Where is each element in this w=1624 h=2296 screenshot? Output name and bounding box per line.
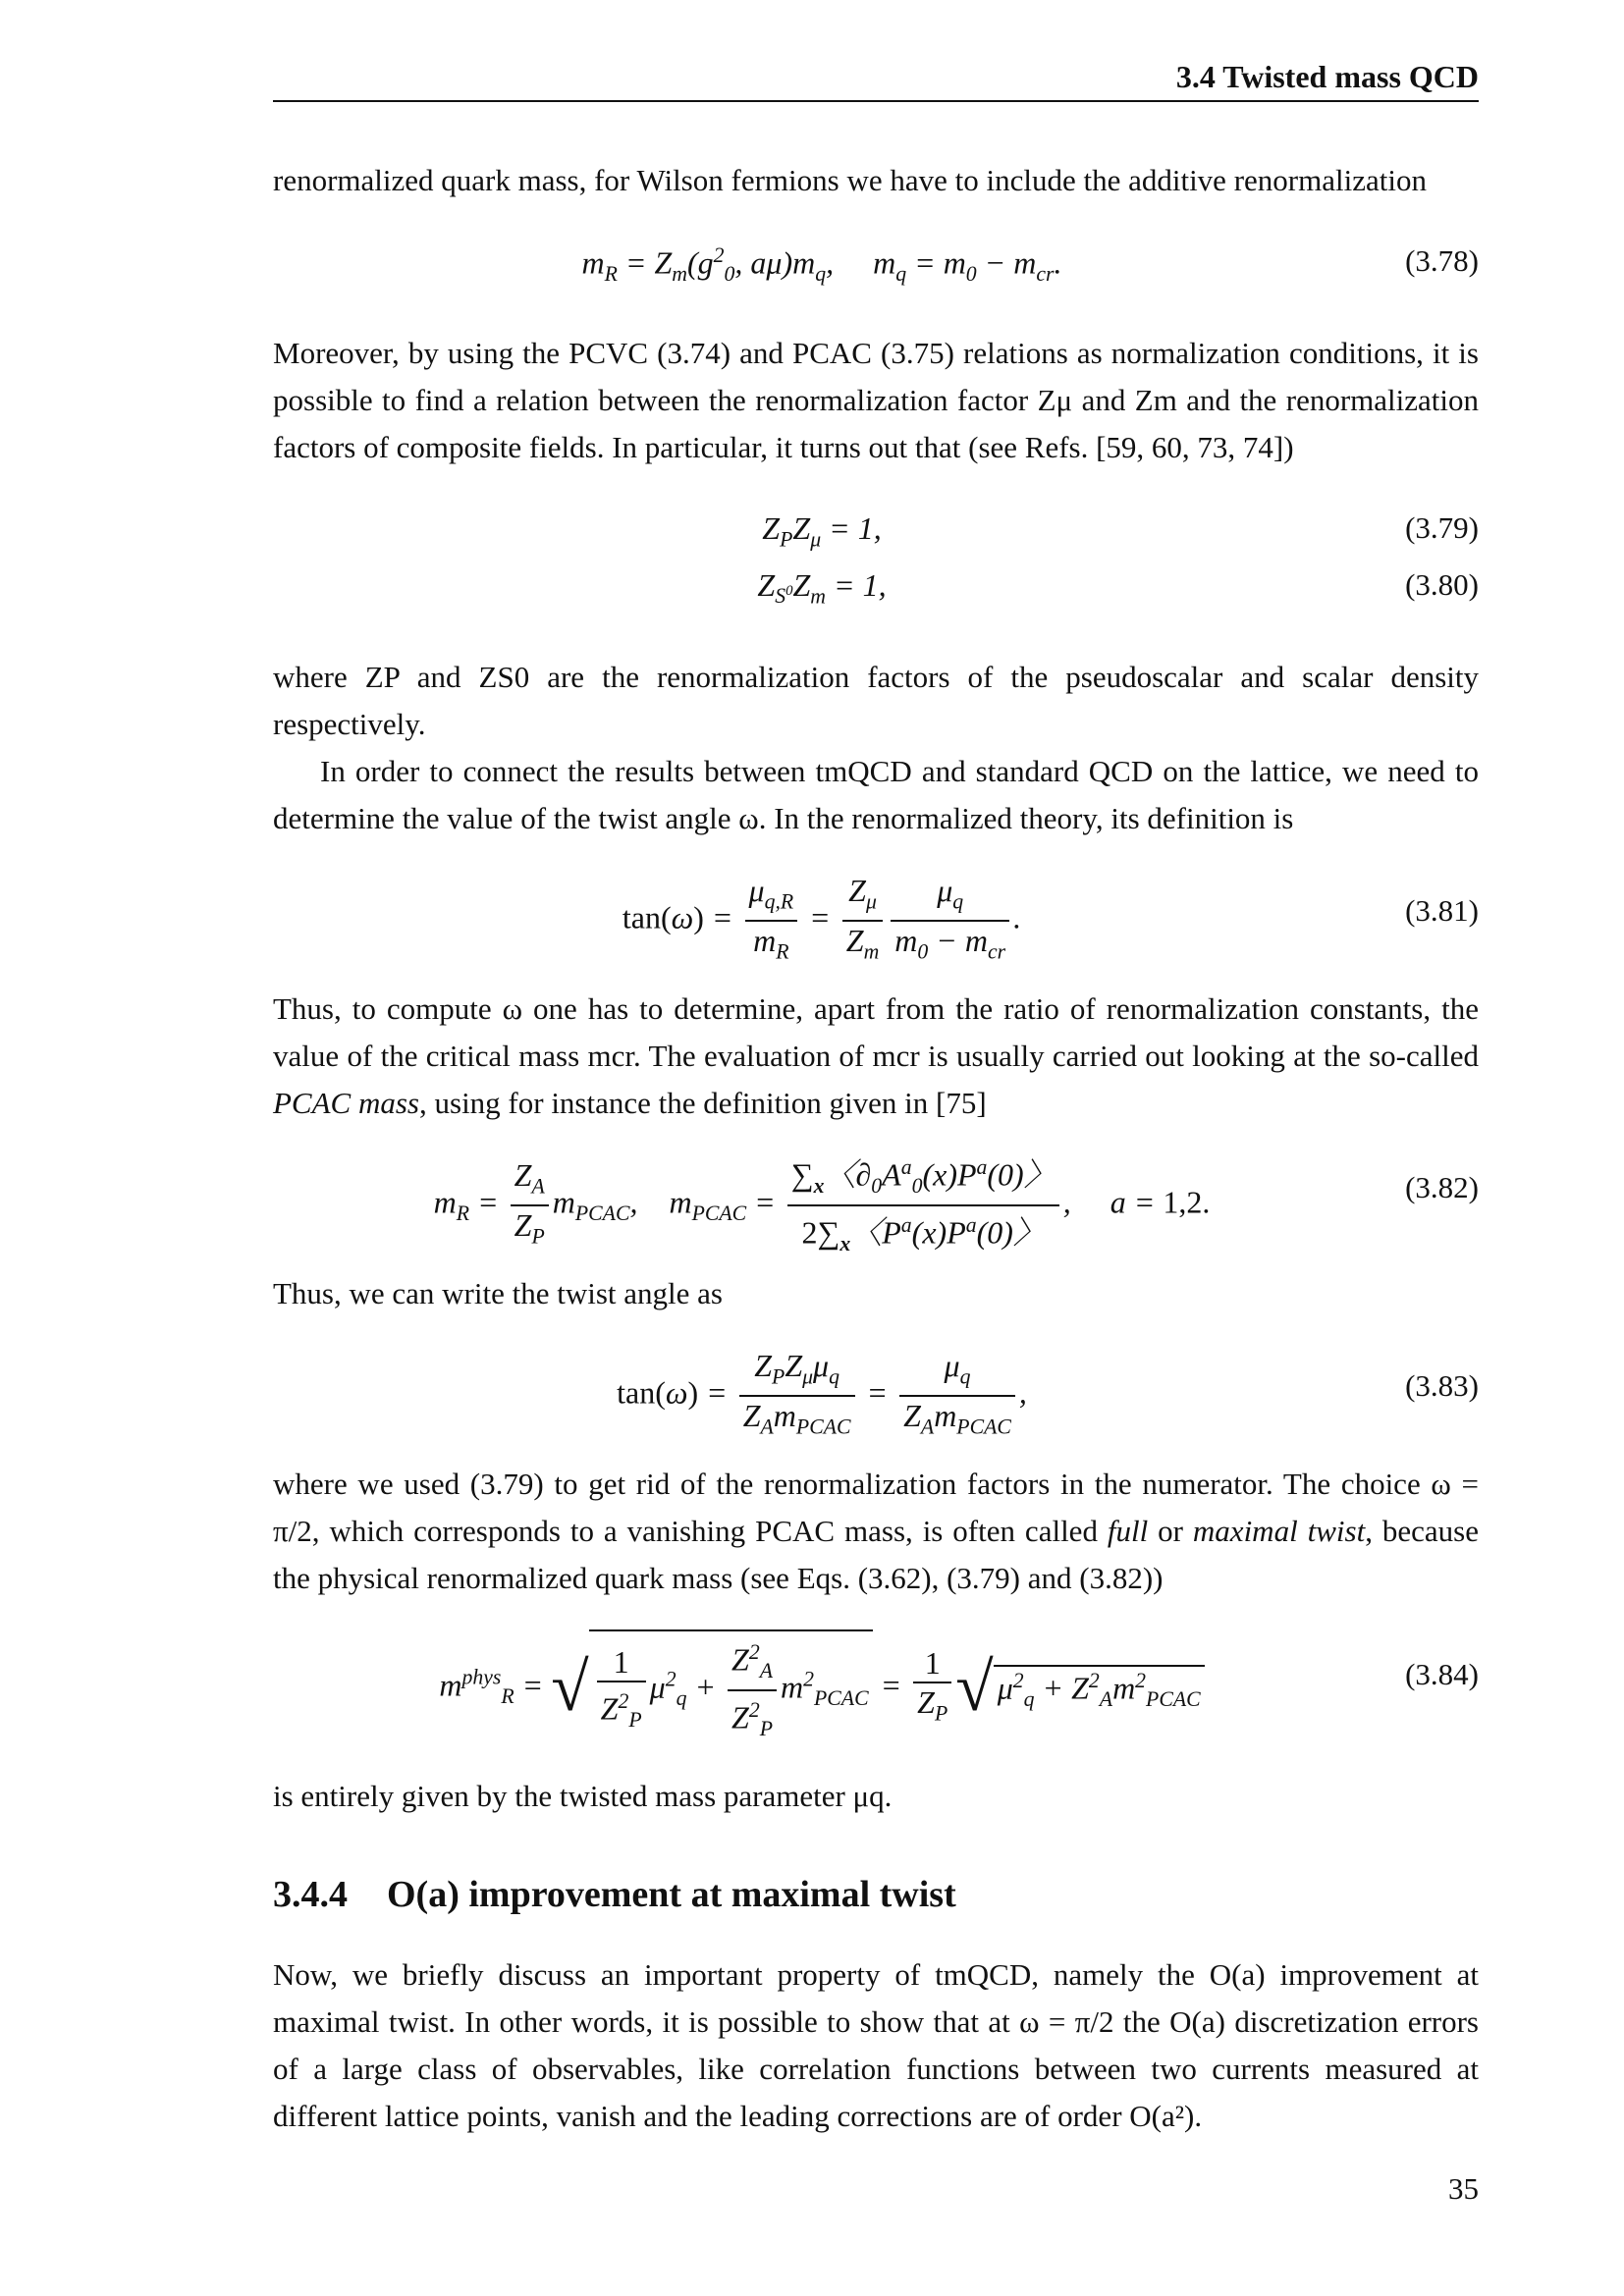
section-heading <box>273 1873 1479 1916</box>
paragraph-1: renormalized quark mass, for Wilson fermions we have to include the additive renormalization <box>273 163 1427 197</box>
equation-3-84-body: $m^{phys}_R$ = √ $\frac{1}{Z^2_P}$ $\mu^2_q$ + $\frac{Z^2_A}{Z^2_P}$ $m^2_{PCAC}$ = $\frac{1}{Z_P}$ √ $\mu^2_q + Z^2_Am^2_{PCAC}$ <box>273 1629 1371 1747</box>
equation-3-78 <box>273 243 1479 302</box>
paragraph-3: where ZP and ZS0 are the renormalization factors of the pseudoscalar and scalar density respectively. <box>273 660 1479 741</box>
equation-3-82 <box>273 1148 1479 1256</box>
fraction: $\frac{1}{Z_P}$ <box>913 1644 951 1732</box>
paragraph-5-text: Thus, to compute ω one has to determine, apart from the ratio of renormalization constants, the value of the critical mass mcr. The evaluation of mcr is usually carried out looking at the so-called <box>273 991 1479 1073</box>
equation-3-83-body: tan(ω) = $\frac{Z_PZ_\mu\mu_q}{Z_Am_{PCAC}}$ = $\frac{\mu_q}{Z_Am_{PCAC}}$ , <box>273 1347 1371 1446</box>
fraction: $\frac{Z_PZ_\mu\mu_q}{Z_Am_{PCAC}}$ <box>739 1347 855 1446</box>
square-root: √ $\mu^2_q + Z^2_Am^2_{PCAC}$ <box>955 1649 1204 1728</box>
equation-3-79 <box>273 510 1479 569</box>
fraction: $\frac{\sum_x〈\partial_0A^a_0(x)P^a(0)〉}{2\sum_x〈P^a(x)P^a(0)〉}$ <box>787 1148 1059 1262</box>
equation-number: (3.84) <box>1405 1657 1479 1691</box>
page-number: 35 <box>1448 2171 1479 2206</box>
equation-number: (3.78) <box>1405 243 1479 278</box>
header-title: 3.4 Twisted mass QCD <box>1175 59 1479 94</box>
paragraph-5 <box>273 986 1479 1127</box>
equation-3-81 <box>273 872 1479 970</box>
paragraph-5-emphasis: PCAC mass <box>273 1086 419 1120</box>
running-header <box>273 57 1479 102</box>
paragraph-7-emphasis-maximal: maximal twist <box>1192 1514 1366 1548</box>
paragraph-9: Now, we briefly discuss an important property of tmQCD, namely the O(a) improvement at maximal twist. In other words, it is possible to show that at ω = π/2 the O(a) discretization errors of a large class of observables, like correlation functions between two currents measured at different lattice points, vanish and the leading corrections are of order O(a²). <box>273 1957 1479 2133</box>
paragraph-7-text: where we used (3.79) to get rid of the renormalization factors in the numerator. The choice ω = π/2, which corresponds to a vanishing PCAC mass, is often called <box>273 1467 1479 1548</box>
paragraph-5-text-end: , using for instance the definition given in [75] <box>419 1086 987 1120</box>
paragraph-7-emphasis-full: full <box>1107 1514 1149 1548</box>
equation-3-81-body: tan(ω) = $\frac{\mu_{q,R}}{m_R}$ = $\frac{Z_\mu}{Z_m}$ $\frac{\mu_q}{m_0 - m_{cr}}$ . <box>273 872 1371 971</box>
paragraph-7 <box>273 1461 1479 1602</box>
equation-3-82-body: $m_R$ = $\frac{Z_A}{Z_P}$ $m_{PCAC}$, $m_{PCAC}$ = $\frac{\sum_x〈\partial_0A^a_0(x)P^a(0)〉}{2\sum_x〈P^a(x)P^a(0)〉}$ , a = 1,2. <box>273 1148 1371 1262</box>
fraction: $\frac{\mu_q}{m_0 - m_{cr}}$ <box>891 872 1009 971</box>
equation-number: (3.82) <box>1405 1170 1479 1204</box>
paragraph-7-text-end: , because the physical renormalized quark mass (see Eqs. (3.62), (3.79) and (3.82)) <box>273 1514 1479 1595</box>
fraction: $\frac{\mu_{q,R}}{m_R}$ <box>745 872 798 971</box>
equation-number: (3.83) <box>1405 1368 1479 1403</box>
equation-number: (3.79) <box>1405 510 1479 545</box>
equation-3-78-body: $m_R = Z_m(g^2_0$, $a\mu)m_q$, $m_q = m_0 - m_{cr}$. <box>581 243 1062 287</box>
fraction: $\frac{Z_\mu}{Z_m}$ <box>842 872 884 971</box>
square-root: √ $\frac{1}{Z^2_P}$ $\mu^2_q$ + $\frac{Z^2_A}{Z^2_P}$ $m^2_{PCAC}$ <box>551 1629 872 1747</box>
equation-3-80-body: $Z_{S^0}Z_m = 1$, <box>757 567 887 609</box>
section-number: 3.4.4 <box>273 1874 348 1915</box>
paragraph-7-or: or <box>1148 1514 1193 1548</box>
paragraph-4: In order to connect the results between tmQCD and standard QCD on the lattice, we need to determine the value of the twist angle ω. In the renormalized theory, its definition is <box>273 754 1479 835</box>
equation-number: (3.81) <box>1405 893 1479 928</box>
paragraph-2: Moreover, by using the PCVC (3.74) and PCAC (3.75) relations as normalization conditions, it is possible to find a relation between the renormalization factor Zμ and Zm and the renormalization factors of composite fields. In particular, it turns out that (see Refs. [59, 60, 73, 74]) <box>273 336 1479 464</box>
equation-number: (3.80) <box>1405 567 1479 602</box>
section-title: O(a) improvement at maximal twist <box>387 1874 956 1915</box>
equation-3-83 <box>273 1347 1479 1445</box>
fraction: $\frac{\mu_q}{Z_Am_{PCAC}}$ <box>899 1347 1015 1446</box>
paragraph-6: Thus, we can write the twist angle as <box>273 1276 723 1310</box>
paragraph-8: is entirely given by the twisted mass parameter μq. <box>273 1779 893 1813</box>
equation-3-84 <box>273 1629 1479 1741</box>
equation-3-79-body: $Z_PZ_\mu = 1$, <box>762 510 882 552</box>
fraction: $\frac{Z_A}{Z_P}$ <box>511 1156 549 1255</box>
equation-3-80 <box>273 567 1479 626</box>
